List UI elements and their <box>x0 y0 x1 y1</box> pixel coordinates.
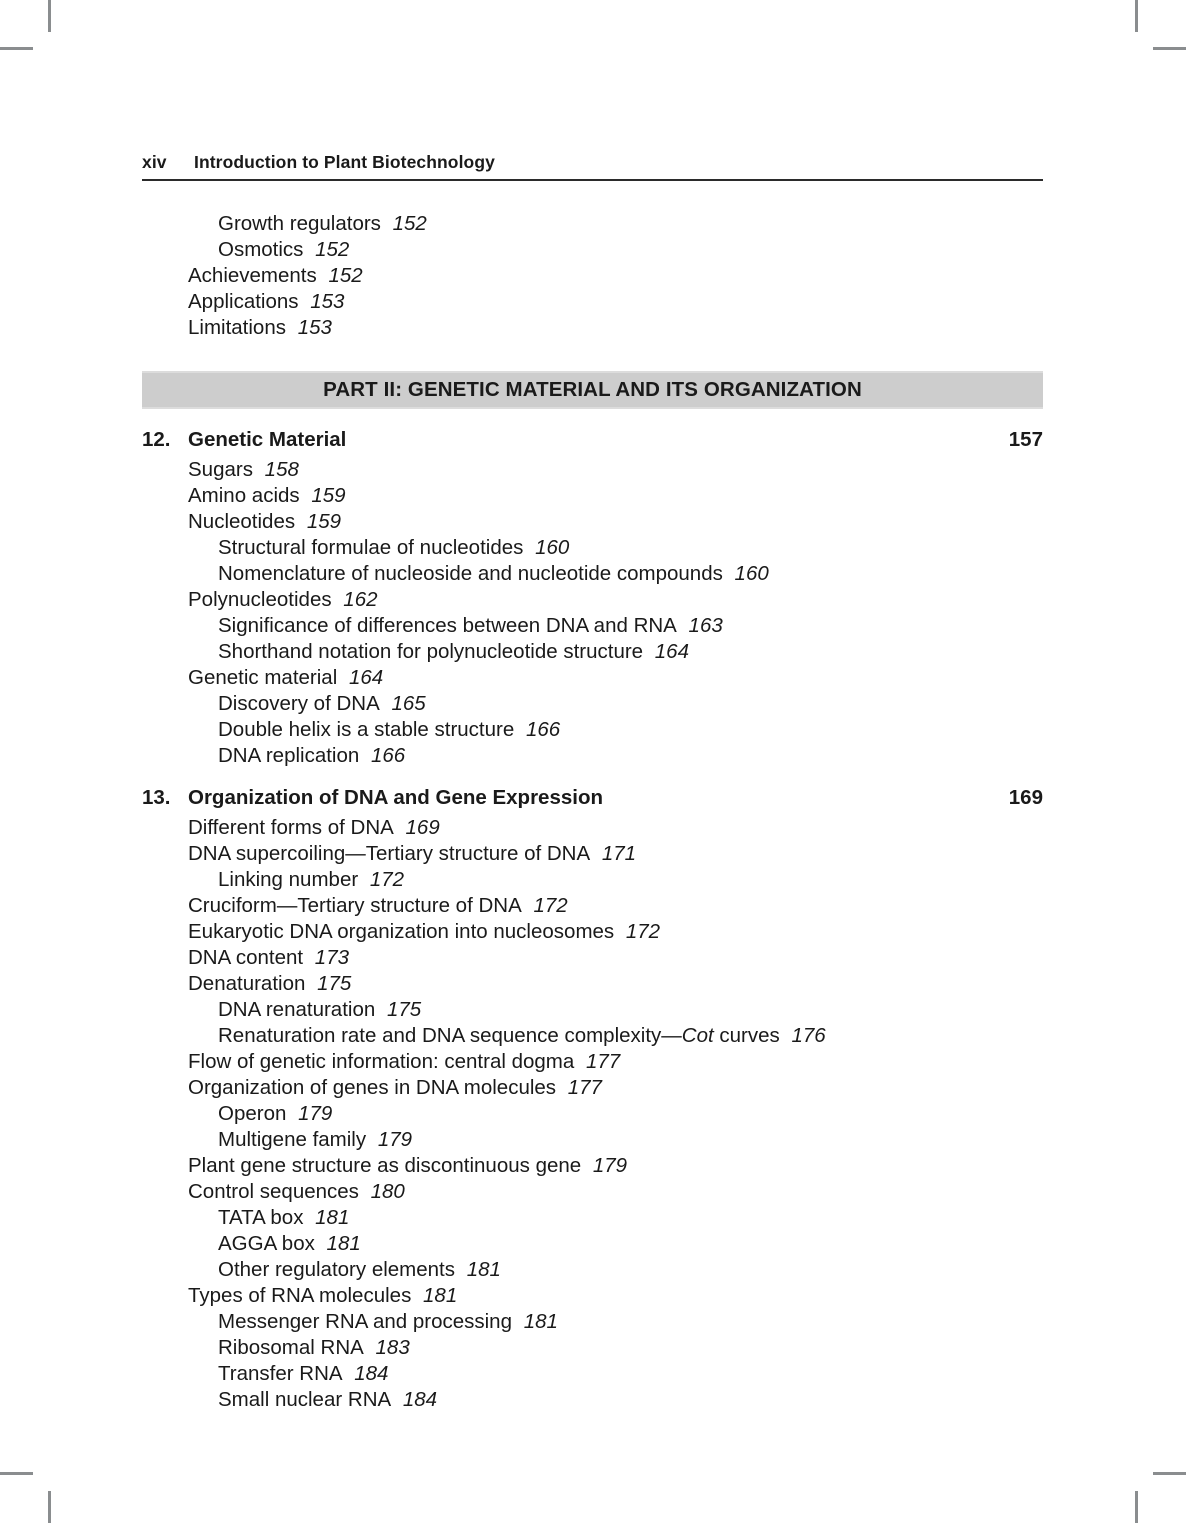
toc-entry-page-number: 164 <box>343 666 384 689</box>
toc-entry <box>142 893 1043 919</box>
toc-entry <box>142 613 1043 639</box>
toc-entry <box>142 1049 1043 1075</box>
chapter-page-number: 157 <box>1008 428 1043 451</box>
toc-entry-page-number: 180 <box>364 1180 405 1203</box>
toc-entry <box>142 743 1043 769</box>
toc-entry-label: Growth regulators <box>218 212 381 235</box>
continued-entries <box>142 211 1043 341</box>
chapter-number: 13. <box>142 786 171 809</box>
toc-entry <box>142 717 1043 743</box>
toc-entry-label: Operon <box>218 1102 287 1125</box>
toc-entry-page-number: 173 <box>309 946 349 969</box>
toc-entry <box>142 1231 1043 1257</box>
toc-entry <box>142 1283 1043 1309</box>
toc-entry-page-number: 172 <box>527 894 568 917</box>
toc-entry-label: Organization of genes in DNA molecules <box>188 1076 557 1099</box>
toc-entry <box>142 841 1043 867</box>
header-rule <box>142 179 1043 181</box>
toc-entry <box>142 289 1043 315</box>
book-title: Introduction to Plant Biotechnology <box>194 152 495 172</box>
toc-entry <box>142 1309 1043 1335</box>
part-banner: PART II: GENETIC MATERIAL AND ITS ORGANIZATION <box>142 371 1043 409</box>
toc-entry <box>142 1023 1043 1049</box>
crop-mark-bottom-right-vertical <box>1135 1491 1138 1523</box>
toc-entry-label: Osmotics <box>218 238 304 261</box>
toc-entry-page-number: 153 <box>304 290 345 313</box>
toc-entry-label: DNA supercoiling—Tertiary structure of DNA <box>188 842 591 865</box>
toc-entry-page-number: 166 <box>520 718 561 741</box>
toc-entry <box>142 1205 1043 1231</box>
toc-entry-page-number: 165 <box>385 692 426 715</box>
toc-entry-label: Plant gene structure as discontinuous gene <box>188 1154 582 1177</box>
toc-entry <box>142 535 1043 561</box>
toc-entry-page-number: 181 <box>461 1258 501 1281</box>
toc-entry-label: DNA content <box>188 946 304 969</box>
toc-entry-label: Renaturation rate and DNA sequence complexity— <box>218 1024 682 1047</box>
crop-mark-bottom-left-horizontal <box>0 1472 33 1475</box>
toc-entry <box>142 1075 1043 1101</box>
toc-entry-label: Ribosomal RNA <box>218 1336 364 1359</box>
toc-entry-label: Cruciform—Tertiary structure of DNA <box>188 894 522 917</box>
running-head <box>142 152 1043 179</box>
toc-entry-page-number: 181 <box>518 1310 558 1333</box>
toc-entry-page-number: 152 <box>322 264 363 287</box>
chapter-number: 12. <box>142 428 171 451</box>
toc-entry-page-number: 169 <box>399 816 440 839</box>
toc-entry-page-number: 172 <box>364 868 405 891</box>
chapter-title: Organization of DNA and Gene Expression <box>188 786 603 809</box>
toc-entry <box>142 561 1043 587</box>
toc-entry-label: Achievements <box>188 264 317 287</box>
toc-entry <box>142 1179 1043 1205</box>
toc-entry-page-number: 160 <box>728 562 769 585</box>
chapter-list <box>142 425 1043 1413</box>
toc-entry-page-number: 152 <box>386 212 427 235</box>
toc-entry-label: TATA box <box>218 1206 304 1229</box>
toc-entry-label: Polynucleotides <box>188 588 332 611</box>
toc-entry-page-number: 158 <box>258 458 299 481</box>
toc-entry-label: Shorthand notation for polynucleotide structure <box>218 640 644 663</box>
toc-entry-label: Structural formulae of nucleotides <box>218 536 524 559</box>
toc-entry-page-number: 164 <box>649 640 689 663</box>
toc-entry <box>142 509 1043 535</box>
toc-entry-label: DNA replication <box>218 744 360 767</box>
toc-entry-label: Control sequences <box>188 1180 359 1203</box>
toc-entry-page-number: 181 <box>320 1232 361 1255</box>
toc-entry <box>142 315 1043 341</box>
toc-entry-page-number: 179 <box>292 1102 333 1125</box>
toc-entry <box>142 587 1043 613</box>
toc-entry-page-number: 184 <box>348 1362 389 1385</box>
toc-entry <box>142 815 1043 841</box>
crop-mark-bottom-left-vertical <box>48 1491 51 1523</box>
toc-entry-label: Nomenclature of nucleoside and nucleotide compounds <box>218 562 723 585</box>
toc-entry <box>142 1257 1043 1283</box>
toc-entry <box>142 263 1043 289</box>
toc-entry <box>142 457 1043 483</box>
toc-entry <box>142 1153 1043 1179</box>
toc-entry-label: Sugars <box>188 458 253 481</box>
toc-entry <box>142 945 1043 971</box>
toc-entry-label: Eukaryotic DNA organization into nucleosomes <box>188 920 615 943</box>
toc-entry <box>142 483 1043 509</box>
chapter-title: Genetic Material <box>188 428 347 451</box>
crop-mark-top-right-vertical <box>1135 0 1138 32</box>
toc-entry <box>142 1361 1043 1387</box>
toc-entry-page-number: 159 <box>305 484 346 507</box>
toc-entry-label: Nucleotides <box>188 510 296 533</box>
crop-mark-bottom-right-horizontal <box>1153 1472 1186 1475</box>
toc-entry-label: Linking number <box>218 868 359 891</box>
toc-entry-page-number: 163 <box>682 614 723 637</box>
toc-entry-label: AGGA box <box>218 1232 315 1255</box>
toc-entry-page-number: 171 <box>596 842 637 865</box>
chapter-block <box>142 425 1043 769</box>
toc-entry <box>142 665 1043 691</box>
crop-mark-top-left-vertical <box>48 0 51 32</box>
toc-entry-label: Discovery of DNA <box>218 692 380 715</box>
crop-mark-top-right-horizontal <box>1153 47 1186 50</box>
toc-entry-page-number: 160 <box>529 536 570 559</box>
toc-entry-label: Small nuclear RNA <box>218 1388 392 1411</box>
toc-entry-label: Different forms of DNA <box>188 816 394 839</box>
toc-entry <box>142 1101 1043 1127</box>
toc-entry-page-number: 175 <box>381 998 422 1021</box>
toc-entry-page-number: 181 <box>417 1284 458 1307</box>
toc-entry-label: Denaturation <box>188 972 306 995</box>
toc-entry-label: Other regulatory elements <box>218 1258 456 1281</box>
toc-entry-page-number: 179 <box>372 1128 413 1151</box>
toc-entry-page-number: 162 <box>337 588 378 611</box>
toc-entry-label-suffix: curves <box>713 1024 780 1047</box>
page-folio: xiv <box>142 152 167 172</box>
toc-entry-label: Messenger RNA and processing <box>218 1310 512 1333</box>
toc-entry-label: Transfer RNA <box>218 1362 343 1385</box>
toc-entry <box>142 867 1043 893</box>
toc-entry-label: Genetic material <box>188 666 338 689</box>
toc-entry-label: Types of RNA molecules <box>188 1284 412 1307</box>
chapter-block <box>142 783 1043 1413</box>
toc-entry <box>142 1127 1043 1153</box>
toc-entry-page-number: 153 <box>292 316 332 339</box>
toc-entry <box>142 1335 1043 1361</box>
toc-entry-page-number: 177 <box>580 1050 621 1073</box>
crop-mark-top-left-horizontal <box>0 47 33 50</box>
toc-entry-label: Multigene family <box>218 1128 367 1151</box>
toc-entry-label: Amino acids <box>188 484 300 507</box>
chapter-page-number: 169 <box>1008 786 1043 809</box>
toc-entry <box>142 1387 1043 1413</box>
chapter-heading <box>142 783 1043 813</box>
toc-entry-label: Flow of genetic information: central dogma <box>188 1050 575 1073</box>
toc-entry-page-number: 172 <box>620 920 661 943</box>
toc-entry-page-number: 166 <box>365 744 406 767</box>
toc-entry-page-number: 177 <box>562 1076 602 1099</box>
chapter-heading <box>142 425 1043 455</box>
toc-entry <box>142 211 1043 237</box>
toc-entry-label-italic: Cot <box>681 1024 714 1047</box>
toc-entry-label: DNA renaturation <box>218 998 376 1021</box>
toc-entry-label: Significance of differences between DNA and RNA <box>218 614 677 637</box>
toc-entry <box>142 237 1043 263</box>
toc-entry-page-number: 152 <box>309 238 350 261</box>
toc-entry-page-number: 175 <box>311 972 352 995</box>
toc-entry-page-number: 184 <box>397 1388 438 1411</box>
toc-entry-page-number: 179 <box>587 1154 628 1177</box>
toc-entry <box>142 997 1043 1023</box>
toc-entry-label: Applications <box>188 290 299 313</box>
toc-entry <box>142 919 1043 945</box>
toc-entry-page-number: 181 <box>309 1206 350 1229</box>
toc-entry-page-number: 183 <box>369 1336 410 1359</box>
toc-entry <box>142 971 1043 997</box>
page-content <box>142 152 1043 1413</box>
toc-entry-label: Double helix is a stable structure <box>218 718 515 741</box>
toc-entry-page-number: 159 <box>301 510 342 533</box>
toc-entry-page-number: 176 <box>785 1024 826 1047</box>
toc-entry-label: Limitations <box>188 316 286 339</box>
toc-entry <box>142 691 1043 717</box>
toc-entry <box>142 639 1043 665</box>
